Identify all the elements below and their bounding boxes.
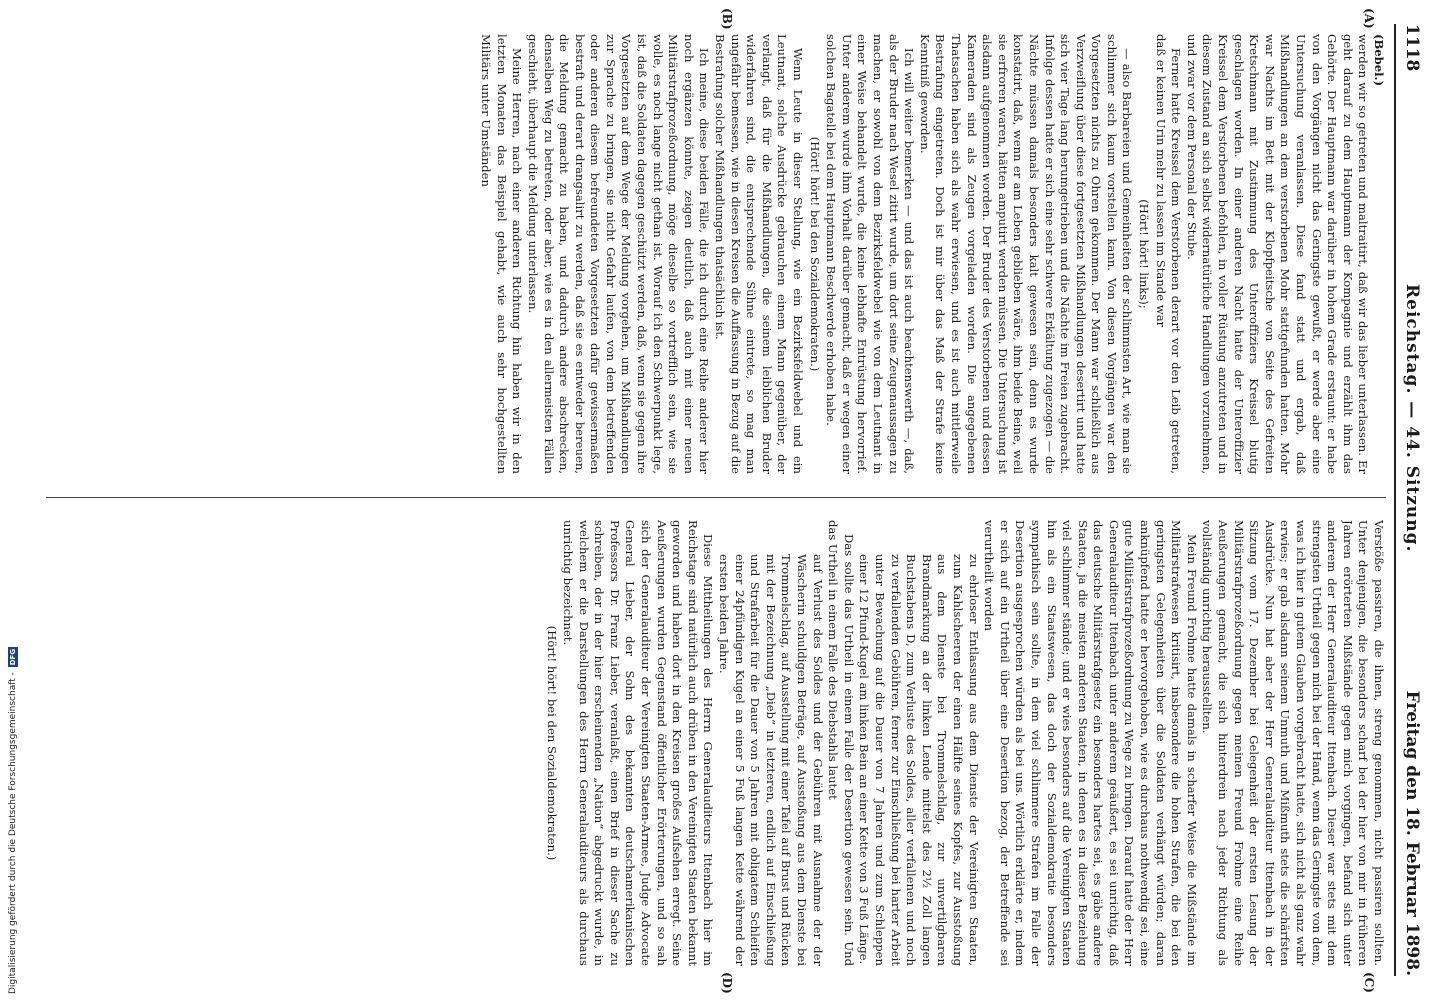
dfg-logo: DFG: [8, 648, 17, 666]
page-number: 1118: [1402, 24, 1422, 72]
margin-marker-c: (C): [1362, 972, 1376, 993]
credit-text: Digitalisierung gefördert durch die Deutsche Forschungsgemeinschaft -: [8, 672, 18, 994]
margin-marker-d: (D): [720, 972, 734, 994]
quoted-verdict: zu ehrloser Entlassung aus dem Dienste der Vereinigten Staaten, zum Kahlscheeren der einen Hälfte seines Kopfes, zur Ausstoßung aus dem Dienste bei Trommelschlag, zur unvertilgbaren Brandmarkung an der linken Lende mittelst des 2½ Zoll langen Buchstabens D, zum Verluste des Soldes, aller verfallenen und noch zu verfallenden Gebühren, ferner zur Einschließung bei harter Arbeit unter Bewachung auf die Dauer von 7 Jahren und zum Schleppen einer 12 Pfund-Kugel am linken Bein an einer Kette von 3 Fuß Länge.: [857, 554, 981, 966]
left-column: [46, 34, 1386, 474]
paragraph: Ich will weiter bemerken — und das ist auch beachtenswerth —, daß, als der Bruder nach Wesel zitirt wurde, um dort seine Zeugenaussagen zu machen, er sowohl von dem Bezirksfeldwebel wie von dem Leutnant in einer Weise behandelt wurde, die keine lebhafte Entrüstung hervorrief. Unter anderem wurde ihm Vorhalt darüber gemacht, daß er wegen einer solchen Bagatelle bei dem Hauptmann Beschwerde erhoben habe.: [824, 34, 917, 474]
page-header: [1394, 24, 1426, 976]
right-column: [46, 520, 1386, 966]
interjection: (Hört! hört! bei den Sozialdemokraten.): [544, 625, 559, 861]
paragraph: Ich meine, diese beiden Fälle, die ich durch eine Reihe anderer hier noch ergänzen könnte, zeigen deutlich, daß auch mit einer neuen Militärstrafprozeßordnung, möge dieselbe so vortrefflich sein, wie sie wolle, es noch lange nicht gethan ist. Worauf ich den Schwerpunkt lege, ist, daß die Soldaten dagegen geschützt werden, daß, wenn sie gegen ihre Vorgesetzten auf dem Wege der Meldung vorgehen, um Mißhandlungen zur Sprache zu bringen, sie nicht Gefahr laufen, von dem betreffenden oder anderen diesem befreundeten Vorgesetzten dafür gewissermaßen bestraft und derart drangsalirt zu werden, daß sie es entweder bereuen, die Meldung gemacht zu haben, und dadurch andere abschrecken, denselben Weg zu betreten, oder aber, wie es in den allermeisten Fällen geschieht, überhaupt die Meldung unterlassen.: [525, 34, 712, 474]
quoted-verdict: auf Verlust des Soldes und der Gebühren mit Ausnahme der der Wäscherin schuldigen Beträge, auf Ausstoßung aus dem Dienste bei Trommelschlag, auf Ausstellung mit einer Tafel auf Brust und Rücken mit der Bezeichnung „Dieb“ in letzteren, endlich auf Einschließung und Strafarbeit für die Dauer von 5 Jahren mit obligatem Schleifen einer 24pfündigen Kugel an einer 5 Fuß langen Kette während der ersten beiden Jahre.: [717, 554, 825, 966]
session-title: Reichstag. — 44. Sitzung.: [1402, 284, 1422, 553]
paragraph: Meine Herren, nach einer anderen Richtung hin haben wir in den letzten Monaten das Beispiel gehabt, wie auch sehr hochgestellten Militärs unter Umständen: [479, 34, 525, 474]
paragraph: Ferner hatte Kreissel dem Verstorbenen derart vor den Leib getreten, daß er keinen Urin mehr zu lassen im Stande war: [1153, 34, 1184, 474]
document-page: [28, 0, 1434, 1000]
paragraph: Wenn Leute in dieser Stellung, wie ein Bezirksfeldwebel und ein Leutnant, solche Ausdrücke gebrauchen einem Mann gegenüber, der verlangt, daß für die Mißhandlungen, die seinem leiblichen Bruder widerfahren sind, die entsprechende Sühne eintrete, so mag man ungefähr bemessen, wie in diesen Kreisen die Auffassung in Bezug auf die Bestrafung solcher Mißhandlungen thatsächlich ist.: [713, 34, 806, 474]
paragraph: werden wir so getreten und maltraitirt, daß wir das lieber unterlassen. Er geht darauf zu dem Hauptmann der Kompagnie und erzählt ihm das Gehörte. Der Hauptmann war darüber in hohem Grade erstaunt: er habe von den Vorgängen nicht das Geringste gewußt, er werde aber eine Untersuchung veranlassen. Diese fand statt und ergab, daß Mißhandlungen an dem verstorbenen Mohr stattgefunden hatten. Mohr war Nachts im Bett mit der Klopfpeitsche von Seite des Gefreiten Kretschmann mit Zustimmung des Unteroffiziers Kreissel blutig geschlagen worden. In einer anderen Nacht hatte der Unteroffizier Kreissel dem Verstorbenen befohlen, in voller Rüstung anzutreten und in diesem Zustand an sich selbst widernatürliche Handlungen vorzunehmen, und zwar vor dem Personal der Stube.: [1184, 34, 1371, 474]
interjection: (Hört! hört! bei den Sozialdemokraten.): [807, 136, 822, 372]
session-date: Freitag den 18. Februar 1898.: [1402, 690, 1422, 976]
paragraph: Verstöße passiren, die ihnen, streng genommen, nicht passiren sollten. Unter denjenigen, die besonders scharf bei der hier von mir in früheren Jahren erörterten Mißstände gegen mich vorgingen, befand sich unter anderem der Herr Generalauditeur Ittenbach. Dieser war stets mit dem strengsten Urtheil gegen mich bei der Hand, wenn das Geringste von dem, was ich hier in gutem Glauben vorgebracht hatte, sich nicht als ganz wahr erwies; er gab alsdann seinem Unmuth und Mißmuth stets die schärfsten Ausdrücke. Nun hat aber der Herr Generalauditeur Ittenbach in der Sitzung vom 17. Dezember bei Gelegenheit der ersten Lesung der Militärstrafprozeßordnung gegen meinen Freund Frohme eine Reihe Aeußerungen gemacht, die sich hinterdrein nach jeder Richtung als vollständig unrichtig herausstellten.: [1200, 520, 1386, 966]
digitization-credit: [2, 0, 24, 1000]
paragraph: — also Barbareien und Gemeinheiten der schlimmsten Art, wie man sie schlimmer sich kaum vorstellen kann. Von diesen Vorgängen war den Vorgesetzten nichts zu Ohren gekommen. Der Mann war schließlich aus Verzweiflung über diese fortgesetzten Mißhandlungen desertirt und hatte sich vier Tage lang herumgetrieben und die Nächte im Freien zugebracht. Infolge dessen hatte er sich eine sehr schwere Erkältung zugezogen — die Nächte müssen damals besonders kalt gewesen sein, denn es wurde konstatirt, daß, wenn er am Leben geblieben wäre, ihm beide Beine, weil sie erfroren waren, hätten amputirt werden müssen. Die Untersuchung ist alsdann aufgenommen worden. Der Bruder des Verstorbenen und dessen Kameraden sind als Zeugen vorgeladen worden. Die angegebenen Thatsachen haben sich als wahr erwiesen, und es ist auch mittlerweile Bestrafung eingetreten. Doch ist mir über das Maß der Strafe keine Kenntniß geworden.: [917, 34, 1135, 474]
paragraph: Mein Freund Frohme hatte damals in scharfer Weise die Mißstände im Militärstrafwesen kritisirt, insbesondere die hohen Strafen, die bei den geringsten Gelegenheiten über die Soldaten verhängt würden; daran anknüpfend hatte er hervorgehoben, wie es durchaus nothwendig sei, eine gute Militärstrafprozeßordnung zu Wege zu bringen. Darauf hatte der Herr Generalauditeur Ittenbach unter anderem geäußert, es sei unrichtig, daß das deutsche Militärstrafgesetz ein besonders hartes sei, es gäbe andere Staaten, ja die meisten anderen Staaten, in denen es in dieser Beziehung viel schlimmer stände; und er wies besonders auf die Vereinigten Staaten hin als ein Staatswesen, das doch der Sozialdemokratie besonders sympathisch sein sollte, in dem viel schlimmere Strafen im Falle der Desertion ausgesprochen würden als bei uns. Wörtlich erklärte er, indem er sich auf ein Urtheil über eine Desertion bezog, der Betreffende sei verurtheilt worden: [982, 520, 1199, 966]
margin-marker-b: (B): [720, 8, 734, 30]
margin-marker-a: (A): [1362, 8, 1376, 29]
speaker-name: (Bebel.): [1372, 34, 1386, 87]
paragraph: Das sollte das Urtheil in einem Falle der Desertion gewesen sein. Und das Urtheil in einem Falle des Diebstahls lautet: [826, 520, 856, 966]
column-divider: [46, 497, 1386, 498]
paragraph: Diese Mittheilungen des Herrn Generalauditeurs Ittenbach hier im Reichstage sind natürlich auch drüben in den Vereinigten Staaten bekannt geworden und haben dort in den Kreisen großes Aufsehen erregt. Seine Aeußerungen wurden Gegenstand öffentlicher Erörterungen, und so sah sich der Generalauditeur der Vereinigten Staaten-Armee, Judge Advocate General Lieber, der Sohn des bekannten deutschamerikanischen Professors Dr. Franz Lieber, veranlaßt, einen Brief in dieser Sache zu schreiben, der in der hier erscheinenden „Nation“ abgedruckt wurde, in welchem er die Darstellungen des Herrn Generalauditeurs als durchaus unrichtig bezeichnet.: [561, 520, 716, 966]
interjection: (Hört! hört! links);: [1137, 199, 1152, 309]
